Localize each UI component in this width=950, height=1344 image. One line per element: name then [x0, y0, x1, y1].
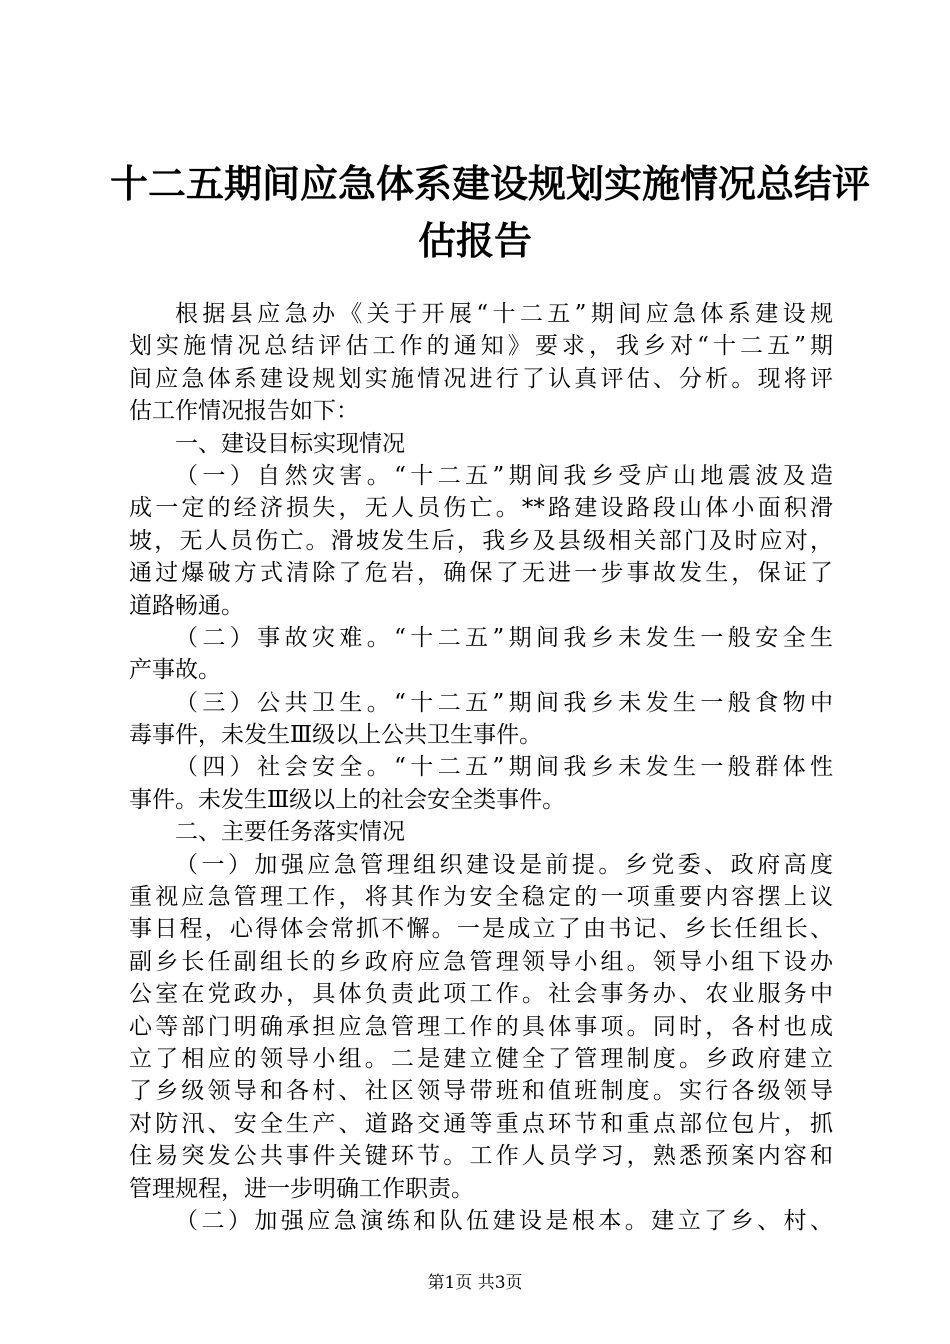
- body-line: 对防汛、安全生产、道路交通等重点环节和重点部位包片，抓: [129, 1110, 833, 1137]
- body-line: 重视应急管理工作，将其作为安全稳定的一项重要内容摆上议: [129, 884, 833, 911]
- body-line: 坡，无人员伤亡。滑坡发生后，我乡及县级相关部门及时应对，: [129, 527, 833, 554]
- body-line: （二）加强应急演练和队伍建设是根本。建立了乡、村、: [175, 1207, 833, 1234]
- body-line: 公室在党政办，具体负责此项工作。社会事务办、农业服务中: [129, 981, 833, 1008]
- body-line: 了乡级领导和各村、社区领导带班和值班制度。实行各级领导: [129, 1078, 833, 1105]
- document-title-line-2: 估报告: [417, 218, 532, 263]
- body-line: 通过爆破方式清除了危岩，确保了无进一步事故发生，保证了: [129, 560, 833, 587]
- body-line: 划实施情况总结评估工作的通知》要求，我乡对“十二五”期: [129, 333, 833, 360]
- body-line: 估工作情况报告如下：: [129, 398, 359, 425]
- body-line: 副乡长任副组长的乡政府应急管理领导小组。领导小组下设办: [129, 948, 833, 975]
- body-line: 心等部门明确承担应急管理工作的具体事项。同时，各村也成: [129, 1013, 833, 1040]
- body-line: （四）社会安全。“十二五”期间我乡未发生一般群体性: [175, 754, 833, 781]
- body-line: 成一定的经济损失，无人员伤亡。**路建设路段山体小面积滑: [129, 495, 833, 522]
- body-line: 道路畅通。: [129, 592, 244, 619]
- body-line: （一）自然灾害。“十二五”期间我乡受庐山地震波及造: [175, 462, 833, 489]
- body-line: 根据县应急办《关于开展“十二五”期间应急体系建设规: [175, 301, 833, 327]
- document-body: [129, 298, 833, 1237]
- body-line: 间应急体系建设规划实施情况进行了认真评估、分析。现将评: [129, 365, 833, 392]
- body-line: 立了相应的领导小组。二是建立健全了管理制度。乡政府建立: [129, 1045, 833, 1072]
- body-line: （二）事故灾难。“十二五”期间我乡未发生一般安全生: [175, 624, 833, 651]
- body-line: （一）加强应急管理组织建设是前提。乡党委、政府高度: [175, 851, 833, 878]
- body-line: 一、建设目标实现情况: [175, 430, 405, 457]
- body-line: （三）公共卫生。“十二五”期间我乡未发生一般食物中: [175, 689, 833, 716]
- body-line: 二、主要任务落实情况: [175, 819, 405, 846]
- body-line: 住易突发公共事件关键环节。工作人员学习，熟悉预案内容和: [129, 1143, 833, 1170]
- body-line: 事日程，心得体会常抓不懈。一是成立了由书记、乡长任组长、: [129, 916, 833, 943]
- document-title-line-1: 十二五期间应急体系建设规划实施情况总结评: [110, 161, 871, 206]
- page-number-footer: 第1页 共3页: [427, 1273, 523, 1293]
- body-line: 产事故。: [129, 657, 221, 684]
- body-line: 事件。未发生Ⅲ级以上的社会安全类事件。: [129, 786, 566, 813]
- body-line: 管理规程，进一步明确工作职责。: [129, 1175, 474, 1202]
- body-line: 毒事件，未发生Ⅲ级以上公共卫生事件。: [129, 722, 543, 749]
